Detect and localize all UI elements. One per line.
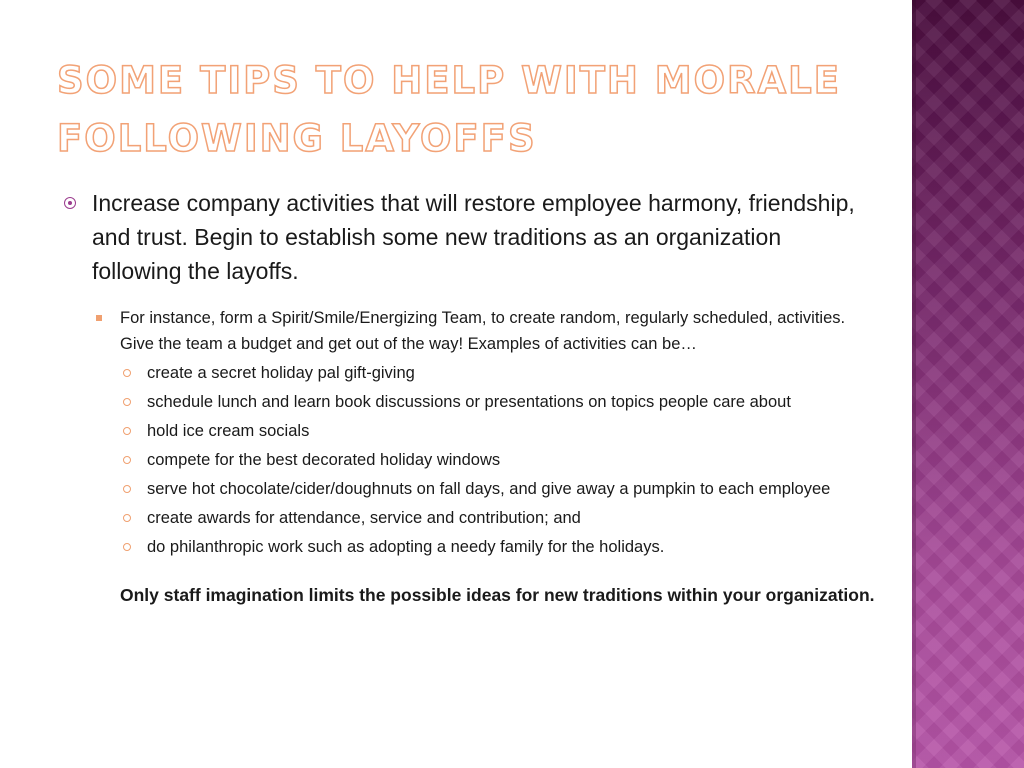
- examples-list: [147, 361, 862, 559]
- list-item: create a secret holiday pal gift-giving: [147, 361, 847, 385]
- list-item: do philanthropic work such as adopting a needy family for the holidays.: [147, 535, 847, 559]
- list-item: hold ice cream socials: [147, 419, 847, 443]
- side-panel-edge: [912, 0, 916, 768]
- decorative-side-panel: [912, 0, 1024, 768]
- square-bullet-icon: [96, 315, 102, 321]
- ring-bullet-icon: [123, 427, 131, 435]
- bullet-level1: [62, 186, 862, 288]
- slide-title: SOME TIPS TO HELP WITH MORALE FOLLOWING LAYOFFS: [57, 59, 842, 160]
- closing-statement: Only staff imagination limits the possible ideas for new traditions within your organization.: [120, 584, 875, 605]
- ring-bullet-icon: [123, 485, 131, 493]
- list-item: compete for the best decorated holiday windows: [147, 448, 847, 472]
- bullet-level2-text: For instance, form a Spirit/Smile/Energizing Team, to create random, regularly scheduled, activities. Give the team a budget and get out of the way! Examples of activities can be…: [120, 308, 846, 353]
- bullet-level2: [120, 305, 862, 357]
- ring-bullet-icon: [123, 543, 131, 551]
- list-item: serve hot chocolate/cider/doughnuts on fall days, and give away a pumpkin to each employee: [147, 477, 847, 501]
- ring-bullet-icon: [123, 456, 131, 464]
- bullet-level1-text: Increase company activities that will restore employee harmony, friendship, and trust. Begin to establish some new traditions as an organization following the layoffs.: [92, 190, 855, 284]
- slide-content: [62, 186, 875, 609]
- list-item: create awards for attendance, service and contribution; and: [147, 506, 847, 530]
- ring-bullet-icon: [123, 398, 131, 406]
- list-item: schedule lunch and learn book discussions or presentations on topics people care about: [147, 390, 847, 414]
- ring-bullet-icon: [123, 369, 131, 377]
- ring-bullet-icon: [123, 514, 131, 522]
- circle-bullet-icon: [64, 197, 76, 209]
